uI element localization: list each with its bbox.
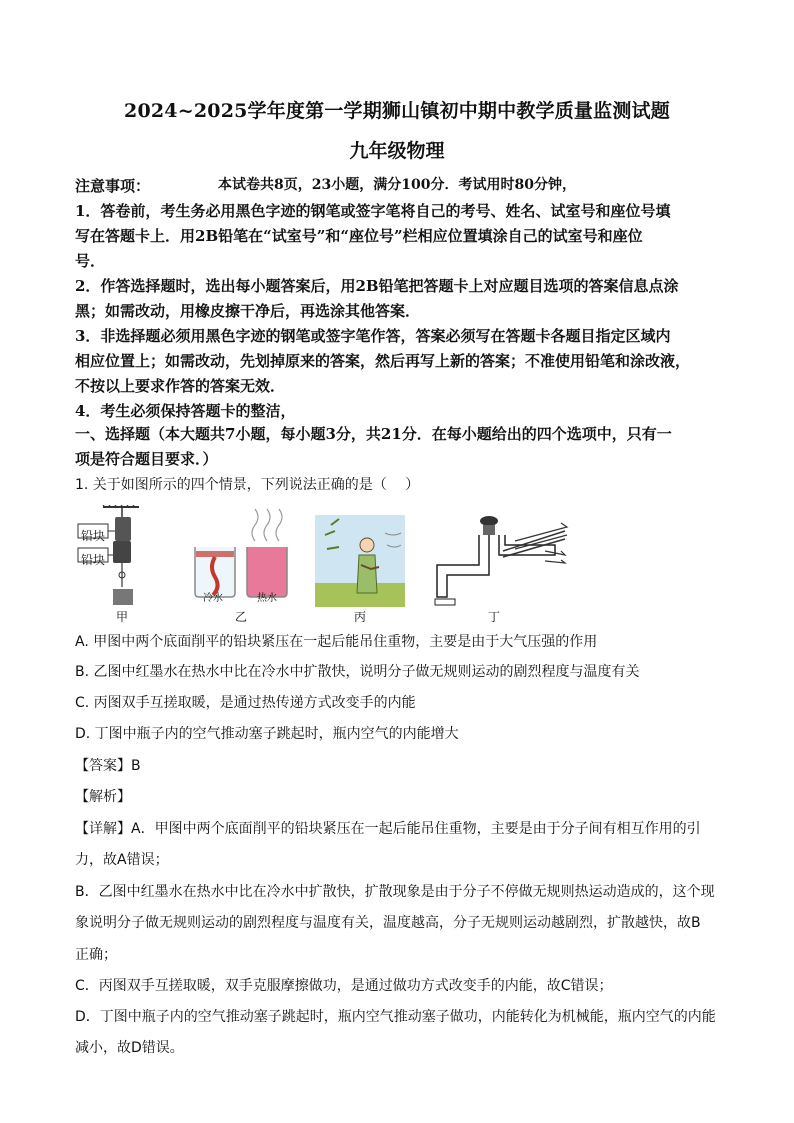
- notice-heading: 注意事项：: [75, 177, 151, 195]
- notice-line: 2．作答选择题时，选出每小题答案后，用2B铅笔把答题卡上对应题目选项的答案信息点涂: [75, 277, 679, 295]
- analysis-line: B．乙图中红墨水在热水中比在冷水中扩散快，扩散现象是由于分子不停做无规则热运动造成的，这个现: [75, 884, 715, 900]
- notice-line: 4．考生必须保持答题卡的整洁，: [75, 402, 296, 420]
- analysis-label: 【解析】: [75, 789, 131, 805]
- answer-label: 【答案】B: [75, 758, 141, 774]
- analysis-line: 正确；: [75, 947, 117, 963]
- notice-line: 黑；如需改动，用橡皮擦干净后，再选涂其他答案．: [75, 302, 421, 320]
- analysis-line: D．丁图中瓶子内的空气推动塞子跳起时，瓶内空气推动塞子做功，内能转化为机械能，瓶内空气的内能: [75, 1009, 716, 1025]
- figure-yi-beakers: [195, 509, 287, 597]
- option-a: A. 甲图中两个底面削平的铅块紧压在一起后能吊住重物，主要是由于大气压强的作用: [75, 634, 598, 650]
- notice-line: 号．: [75, 252, 106, 270]
- label-ding: 丁: [488, 610, 501, 624]
- label-lead-bottom: 铅块: [81, 553, 106, 567]
- notice-line: 不按以上要求作答的答案无效．: [75, 377, 286, 395]
- analysis-line: C．丙图双手互搓取暖，双手克服摩擦做功，是通过做功方式改变手的内能，故C错误；: [75, 978, 613, 994]
- exam-title: 2024~2025学年度第一学期狮山镇初中期中教学质量监测试题: [124, 100, 670, 122]
- option-d: D. 丁图中瓶子内的空气推动塞子跳起时，瓶内空气的内能增大: [75, 726, 459, 742]
- option-c: C. 丙图双手互搓取暖，是通过热传递方式改变手的内能: [75, 695, 416, 711]
- analysis-line: 象说明分子做无规则运动的剧烈程度与温度有关，温度越高，分子无规则运动越剧烈，扩散越快，故B: [75, 915, 701, 931]
- label-yi: 乙: [235, 610, 248, 624]
- analysis-line: 减小，故D错误。: [75, 1040, 184, 1056]
- notice-line: 3．非选择题必须用黑色字迹的钢笔或签字笔作答，答案必须写在答题卡各题目指定区域内: [75, 327, 671, 345]
- figure-ding-bottle-stopper: [435, 516, 567, 605]
- analysis-line: 力，故A错误；: [75, 852, 169, 868]
- exam-info: 本试卷共8页，23小题，满分100分．考试用时80分钟，: [218, 177, 576, 193]
- figure-illustrations: [75, 505, 595, 625]
- notice-line: 相应位置上；如需改动，先划掉原来的答案，然后再写上新的答案；不准使用铅笔和涂改液，: [75, 352, 691, 370]
- analysis-line: 【详解】A．甲图中两个底面削平的铅块紧压在一起后能吊住重物，主要是由于分子间有相互作用的引: [75, 821, 701, 837]
- label-cold-water: 冷水: [203, 593, 223, 604]
- label-bing: 丙: [354, 610, 367, 624]
- label-hot-water: 热水: [257, 593, 277, 604]
- exam-subtitle: 九年级物理: [349, 140, 445, 162]
- notice-line: 写在答题卡上．用2B铅笔在“试室号”和“座位号”栏相应位置填涂自己的试室号和座位: [75, 227, 643, 245]
- question-figures: [75, 505, 595, 625]
- notice-line: 1．答卷前，考生务必用黑色字迹的钢笔或签字笔将自己的考号、姓名、试室号和座位号填: [75, 202, 671, 220]
- section-heading: 一、选择题（本大题共7小题，每小题3分，共21分．在每小题给出的四个选项中，只有一: [75, 425, 672, 443]
- label-jia: 甲: [116, 610, 129, 624]
- figure-bing-rubbing-hands: [315, 515, 405, 607]
- question-stem: 1. 关于如图所示的四个情景，下列说法正确的是（ ）: [75, 477, 420, 493]
- label-lead-top: 铅块: [81, 529, 106, 543]
- section-heading-cont: 项是符合题目要求．）: [75, 450, 218, 468]
- option-b: B. 乙图中红墨水在热水中比在冷水中扩散快，说明分子做无规则运动的剧烈程度与温度有关: [75, 664, 640, 680]
